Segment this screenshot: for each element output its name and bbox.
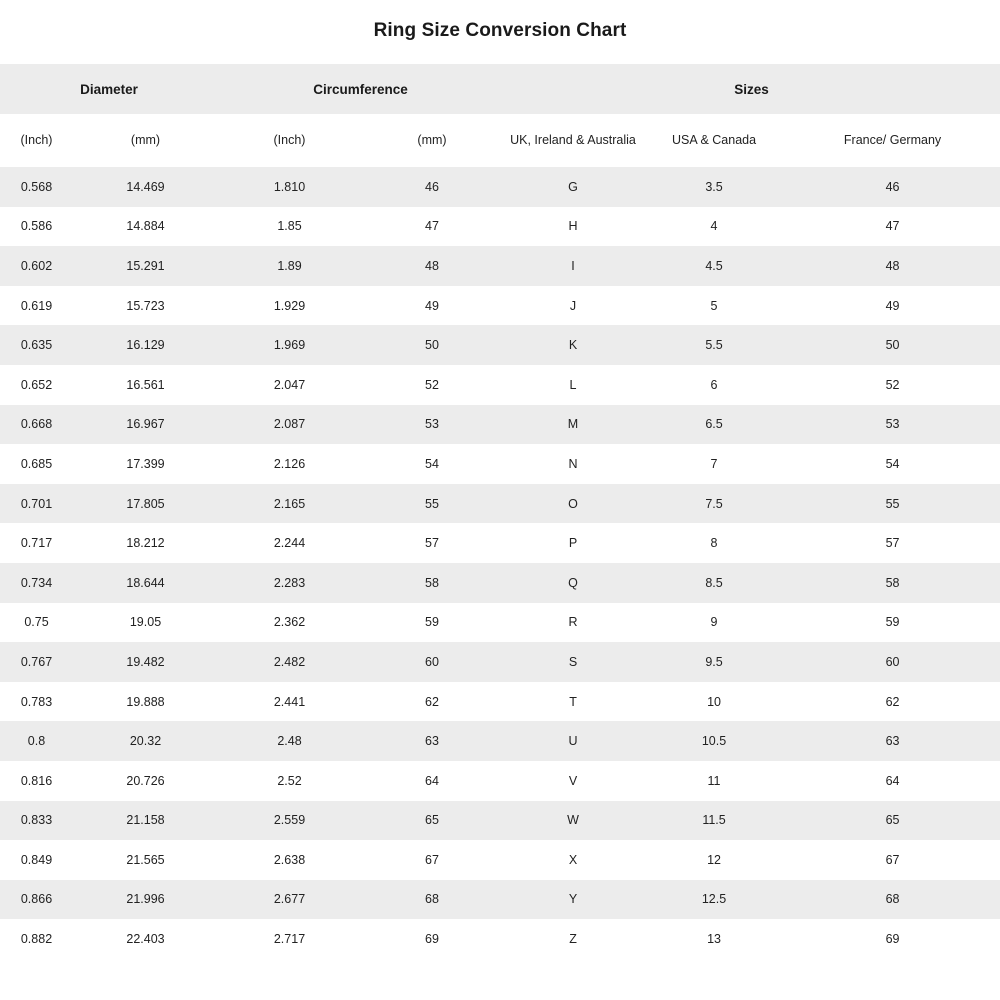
cell-diameter-inch: 0.619 <box>0 286 73 326</box>
cell-usa-size: 5.5 <box>643 325 785 365</box>
cell-eu-size: 47 <box>785 207 1000 247</box>
cell-circumference-mm: 68 <box>361 880 503 920</box>
cell-usa-size: 10.5 <box>643 721 785 761</box>
cell-circumference-mm: 63 <box>361 721 503 761</box>
cell-diameter-inch: 0.568 <box>0 167 73 207</box>
cell-circumference-mm: 50 <box>361 325 503 365</box>
cell-eu-size: 60 <box>785 642 1000 682</box>
cell-diameter-inch: 0.866 <box>0 880 73 920</box>
cell-uk-size: M <box>503 405 643 445</box>
cell-uk-size: J <box>503 286 643 326</box>
cell-uk-size: W <box>503 801 643 841</box>
cell-diameter-inch: 0.701 <box>0 484 73 524</box>
cell-diameter-mm: 17.399 <box>73 444 218 484</box>
cell-circumference-inch: 1.969 <box>218 325 361 365</box>
cell-usa-size: 4 <box>643 207 785 247</box>
group-header-diameter: Diameter <box>0 64 218 114</box>
cell-diameter-mm: 18.644 <box>73 563 218 603</box>
column-header-circumference-mm: (mm) <box>361 114 503 167</box>
cell-circumference-inch: 2.283 <box>218 563 361 603</box>
cell-diameter-mm: 16.561 <box>73 365 218 405</box>
cell-diameter-inch: 0.816 <box>0 761 73 801</box>
table-row <box>0 167 1000 207</box>
cell-diameter-inch: 0.717 <box>0 523 73 563</box>
cell-circumference-mm: 53 <box>361 405 503 445</box>
cell-diameter-inch: 0.75 <box>0 603 73 643</box>
cell-eu-size: 69 <box>785 919 1000 959</box>
cell-usa-size: 6 <box>643 365 785 405</box>
table-row <box>0 840 1000 880</box>
cell-uk-size: Z <box>503 919 643 959</box>
table-row <box>0 761 1000 801</box>
cell-diameter-inch: 0.602 <box>0 246 73 286</box>
cell-diameter-mm: 18.212 <box>73 523 218 563</box>
cell-diameter-mm: 19.888 <box>73 682 218 722</box>
table-row <box>0 484 1000 524</box>
table-row <box>0 365 1000 405</box>
cell-usa-size: 5 <box>643 286 785 326</box>
cell-circumference-mm: 67 <box>361 840 503 880</box>
cell-circumference-inch: 2.482 <box>218 642 361 682</box>
cell-diameter-mm: 16.129 <box>73 325 218 365</box>
table-group-header-row <box>0 64 1000 114</box>
table-row <box>0 444 1000 484</box>
table-row <box>0 682 1000 722</box>
cell-uk-size: G <box>503 167 643 207</box>
cell-diameter-mm: 20.726 <box>73 761 218 801</box>
cell-circumference-inch: 2.677 <box>218 880 361 920</box>
cell-circumference-inch: 2.441 <box>218 682 361 722</box>
cell-usa-size: 12 <box>643 840 785 880</box>
cell-circumference-mm: 46 <box>361 167 503 207</box>
cell-circumference-mm: 49 <box>361 286 503 326</box>
table-row <box>0 563 1000 603</box>
column-header-diameter-inch: (Inch) <box>0 114 73 167</box>
cell-circumference-mm: 57 <box>361 523 503 563</box>
cell-diameter-mm: 14.884 <box>73 207 218 247</box>
cell-circumference-inch: 2.48 <box>218 721 361 761</box>
cell-usa-size: 8.5 <box>643 563 785 603</box>
cell-circumference-inch: 2.717 <box>218 919 361 959</box>
cell-circumference-inch: 1.810 <box>218 167 361 207</box>
cell-usa-size: 8 <box>643 523 785 563</box>
cell-usa-size: 9 <box>643 603 785 643</box>
column-header-diameter-mm: (mm) <box>73 114 218 167</box>
table-row <box>0 286 1000 326</box>
cell-eu-size: 67 <box>785 840 1000 880</box>
ring-size-table <box>0 64 1000 959</box>
table-row <box>0 880 1000 920</box>
cell-uk-size: N <box>503 444 643 484</box>
cell-eu-size: 50 <box>785 325 1000 365</box>
cell-usa-size: 7.5 <box>643 484 785 524</box>
table-row <box>0 603 1000 643</box>
cell-diameter-mm: 20.32 <box>73 721 218 761</box>
cell-usa-size: 7 <box>643 444 785 484</box>
cell-eu-size: 58 <box>785 563 1000 603</box>
cell-diameter-inch: 0.734 <box>0 563 73 603</box>
cell-uk-size: V <box>503 761 643 801</box>
cell-uk-size: I <box>503 246 643 286</box>
cell-diameter-inch: 0.8 <box>0 721 73 761</box>
group-header-sizes: Sizes <box>503 64 1000 114</box>
cell-circumference-inch: 2.087 <box>218 405 361 445</box>
table-row <box>0 207 1000 247</box>
cell-circumference-mm: 54 <box>361 444 503 484</box>
cell-circumference-mm: 62 <box>361 682 503 722</box>
cell-eu-size: 53 <box>785 405 1000 445</box>
cell-eu-size: 49 <box>785 286 1000 326</box>
cell-diameter-inch: 0.635 <box>0 325 73 365</box>
cell-diameter-inch: 0.652 <box>0 365 73 405</box>
table-row <box>0 246 1000 286</box>
cell-circumference-inch: 2.362 <box>218 603 361 643</box>
cell-diameter-inch: 0.882 <box>0 919 73 959</box>
cell-circumference-inch: 2.244 <box>218 523 361 563</box>
page-title: Ring Size Conversion Chart <box>373 20 627 41</box>
cell-uk-size: U <box>503 721 643 761</box>
cell-uk-size: X <box>503 840 643 880</box>
cell-diameter-mm: 16.967 <box>73 405 218 445</box>
cell-usa-size: 13 <box>643 919 785 959</box>
cell-diameter-inch: 0.586 <box>0 207 73 247</box>
cell-diameter-mm: 15.291 <box>73 246 218 286</box>
cell-usa-size: 10 <box>643 682 785 722</box>
cell-usa-size: 11 <box>643 761 785 801</box>
cell-diameter-inch: 0.685 <box>0 444 73 484</box>
cell-diameter-inch: 0.783 <box>0 682 73 722</box>
cell-usa-size: 3.5 <box>643 167 785 207</box>
cell-diameter-inch: 0.668 <box>0 405 73 445</box>
column-header-usa-canada: USA & Canada <box>643 114 785 167</box>
column-header-france-germany: France/ Germany <box>785 114 1000 167</box>
cell-uk-size: R <box>503 603 643 643</box>
cell-circumference-inch: 2.047 <box>218 365 361 405</box>
cell-circumference-mm: 47 <box>361 207 503 247</box>
table-row <box>0 919 1000 959</box>
cell-diameter-mm: 21.565 <box>73 840 218 880</box>
cell-eu-size: 55 <box>785 484 1000 524</box>
cell-circumference-inch: 1.85 <box>218 207 361 247</box>
column-header-uk-ireland-australia: UK, Ireland & Australia <box>503 114 643 167</box>
cell-uk-size: P <box>503 523 643 563</box>
cell-circumference-inch: 2.559 <box>218 801 361 841</box>
cell-diameter-mm: 22.403 <box>73 919 218 959</box>
cell-circumference-mm: 55 <box>361 484 503 524</box>
cell-circumference-inch: 2.165 <box>218 484 361 524</box>
cell-usa-size: 6.5 <box>643 405 785 445</box>
cell-eu-size: 52 <box>785 365 1000 405</box>
column-header-circumference-inch: (Inch) <box>218 114 361 167</box>
cell-usa-size: 12.5 <box>643 880 785 920</box>
cell-circumference-mm: 59 <box>361 603 503 643</box>
cell-diameter-inch: 0.833 <box>0 801 73 841</box>
table-row <box>0 523 1000 563</box>
cell-uk-size: K <box>503 325 643 365</box>
cell-circumference-inch: 2.52 <box>218 761 361 801</box>
cell-circumference-inch: 1.929 <box>218 286 361 326</box>
cell-eu-size: 46 <box>785 167 1000 207</box>
cell-diameter-inch: 0.849 <box>0 840 73 880</box>
table-column-header-row <box>0 114 1000 167</box>
cell-circumference-mm: 69 <box>361 919 503 959</box>
cell-circumference-mm: 64 <box>361 761 503 801</box>
cell-circumference-mm: 65 <box>361 801 503 841</box>
table-row <box>0 405 1000 445</box>
cell-eu-size: 48 <box>785 246 1000 286</box>
table-row <box>0 801 1000 841</box>
cell-eu-size: 62 <box>785 682 1000 722</box>
cell-diameter-mm: 19.482 <box>73 642 218 682</box>
cell-uk-size: Q <box>503 563 643 603</box>
cell-diameter-mm: 17.805 <box>73 484 218 524</box>
cell-eu-size: 54 <box>785 444 1000 484</box>
cell-circumference-mm: 60 <box>361 642 503 682</box>
table-body <box>0 167 1000 959</box>
cell-diameter-mm: 21.996 <box>73 880 218 920</box>
cell-uk-size: T <box>503 682 643 722</box>
cell-uk-size: O <box>503 484 643 524</box>
cell-diameter-mm: 15.723 <box>73 286 218 326</box>
cell-circumference-mm: 52 <box>361 365 503 405</box>
cell-circumference-mm: 48 <box>361 246 503 286</box>
cell-eu-size: 64 <box>785 761 1000 801</box>
cell-usa-size: 4.5 <box>643 246 785 286</box>
cell-diameter-mm: 19.05 <box>73 603 218 643</box>
cell-eu-size: 57 <box>785 523 1000 563</box>
cell-uk-size: S <box>503 642 643 682</box>
cell-eu-size: 68 <box>785 880 1000 920</box>
group-header-circumference: Circumference <box>218 64 503 114</box>
cell-circumference-inch: 2.638 <box>218 840 361 880</box>
cell-eu-size: 59 <box>785 603 1000 643</box>
cell-uk-size: Y <box>503 880 643 920</box>
table-row <box>0 721 1000 761</box>
cell-diameter-inch: 0.767 <box>0 642 73 682</box>
cell-usa-size: 9.5 <box>643 642 785 682</box>
table-head <box>0 64 1000 167</box>
cell-diameter-mm: 14.469 <box>73 167 218 207</box>
cell-eu-size: 63 <box>785 721 1000 761</box>
cell-eu-size: 65 <box>785 801 1000 841</box>
cell-circumference-inch: 2.126 <box>218 444 361 484</box>
cell-circumference-mm: 58 <box>361 563 503 603</box>
cell-diameter-mm: 21.158 <box>73 801 218 841</box>
cell-usa-size: 11.5 <box>643 801 785 841</box>
cell-circumference-inch: 1.89 <box>218 246 361 286</box>
table-row <box>0 642 1000 682</box>
cell-uk-size: H <box>503 207 643 247</box>
table-row <box>0 325 1000 365</box>
cell-uk-size: L <box>503 365 643 405</box>
